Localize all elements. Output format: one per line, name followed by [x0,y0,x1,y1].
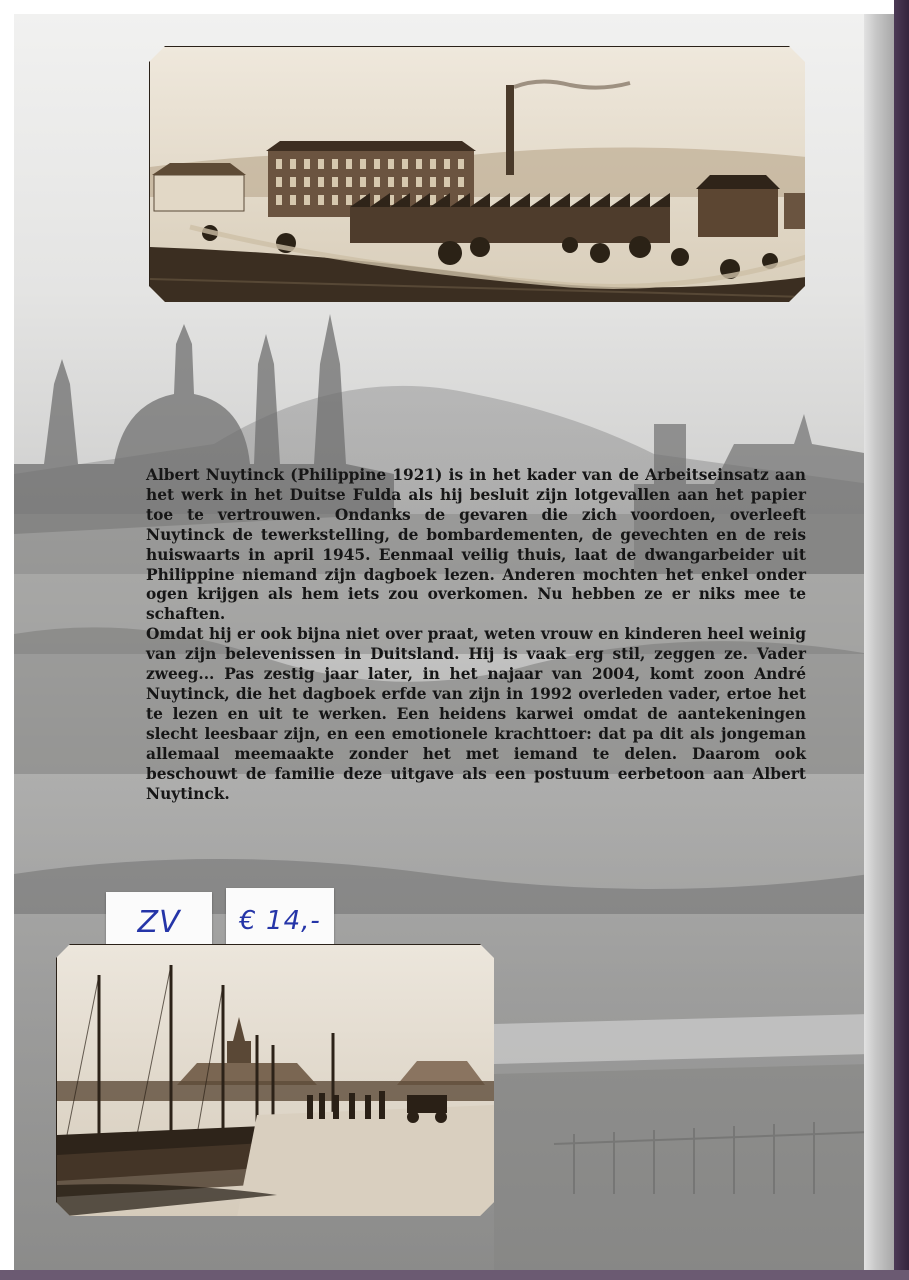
book-spine-edge [864,14,894,1270]
book-bottom-edge [0,1270,909,1280]
blurb-paragraph: Omdat hij er ook bijna niet over praat, weten vrouw en kinderen heel weinig van zijn belevenissen in Duitsland. Hij is vaak erg stil, zeggen ze. Vader zweeg... Pas zestig jaar later, in het najaar van 2004, komt zoon André Nuytinck, die het dagboek erfde van zijn in 1992 overleden vader, ertoe het te lezen en uit te werken. Een heidens karwei omdat de aantekeningen slecht leesbaar zijn, en een emotionele krachttoer: dat pa dit als jongeman allemaal meemaakte zonder het met iemand te delen. Daarom ook beschouwt de familie deze uitgave als een postuum eerbetoon aan Albert Nuytinck. [146,625,806,803]
book-back-cover [14,14,870,1270]
blurb-paragraph: Albert Nuytinck (Philippine 1921) is in het kader van de Arbeitseinsatz aan het werk in het Duitse Fulda als hij besluit zijn lotgevallen aan het papier toe te vertrouwen. Ondanks de gevaren die zich voordoen, overleeft Nuytinck de tewerkstelling, de bombardementen, de gevechten en de reis huiswaarts in april 1945. Eenmaal veilig thuis, laat de dwangarbeider uit Philippine niemand zijn dagboek lezen. Anderen mochten het enkel onder ogen krijgen als hem iets zou overkomen. Nu hebben ze er niks mee te schaften. [146,466,806,624]
price-sticker: € 14,- [226,888,334,954]
shelf-code-sticker: ZV [106,892,212,954]
harbor-photo [56,944,496,1218]
book-spine-binding [894,0,909,1280]
factory-illustration-photo [149,46,807,304]
back-cover-blurb [146,466,806,804]
